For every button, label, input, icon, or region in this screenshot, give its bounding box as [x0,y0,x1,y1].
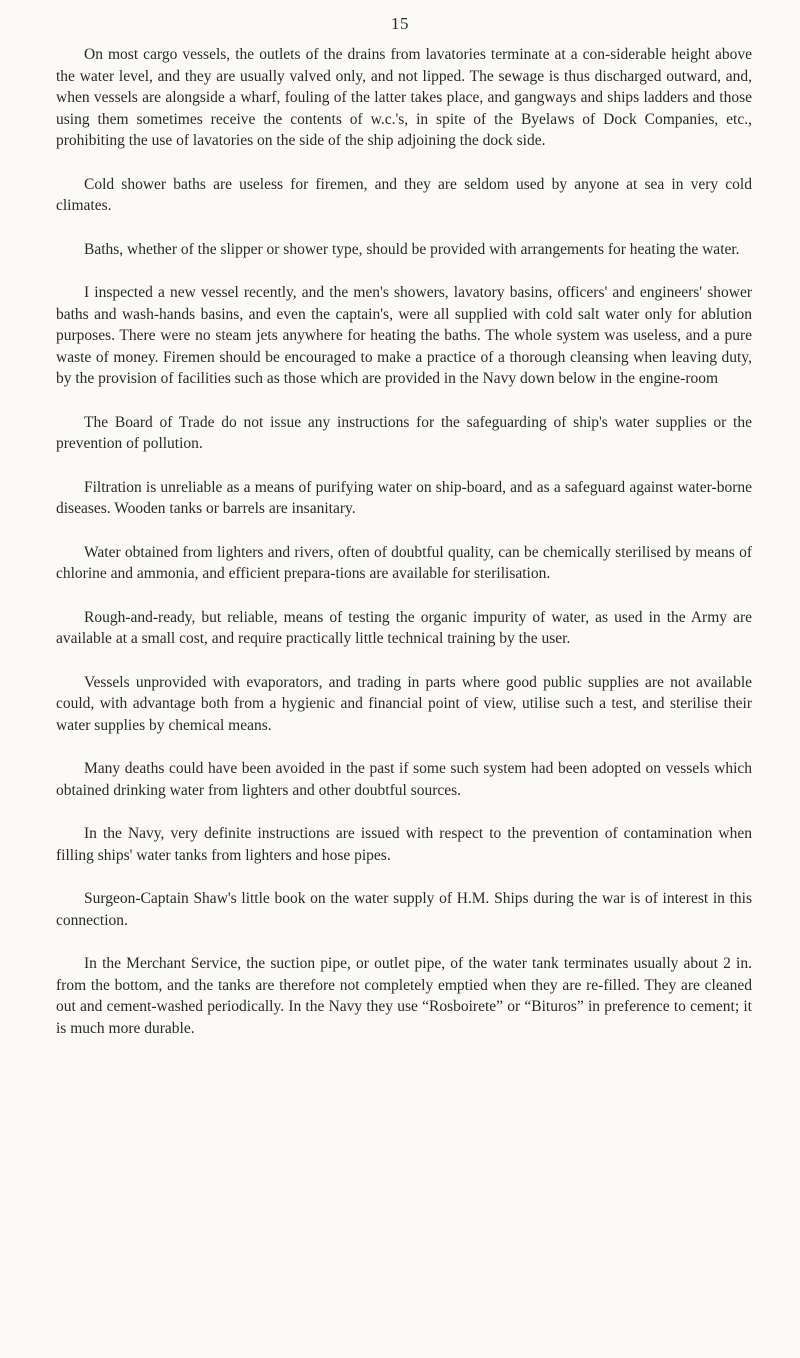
paragraph-baths-heating: Baths, whether of the slipper or shower type, should be provided with arrangements for heating the water. [84,240,740,258]
paragraph-lavatory-drains: On most cargo vessels, the outlets of the drains from lavatories terminate at a con-siderable height above the water level, and they are usually valved only, and not lipped. The sewage is thus discharged outward, and, when vessels are alongside a wharf, fouling of the latter takes place, and gangways and ships ladders and those using them sometimes receive the contents of w.c.'s, in spite of the Byelaws of Dock Companies, etc., prohibiting the use of lavatories on the side of the ship adjoining the dock side. [56,46,752,149]
paragraph-vessels-without-evaporators: Vessels unprovided with evaporators, and trading in parts where good public supplies are not available could, with advantage both from a hygienic and financial point of view, utilise such a test, and sterilise their water supplies by chemical means. [56,673,752,734]
paragraph-merchant-service-tanks: In the Merchant Service, the suction pipe, or outlet pipe, of the water tank terminates usually about 2 in. from the bottom, and the tanks are therefore not completely emptied when they are re-filled. They are cleaned out and cement-washed periodically. In the Navy they use “Rosboirete” or “Bituros” in preference to cement; it is much more durable. [56,955,752,1037]
paragraph-board-of-trade: The Board of Trade do not issue any instructions for the safeguarding of ship's water supplies or the prevention of pollution. [56,413,752,452]
paragraph-testing-organic-impurity: Rough-and-ready, but reliable, means of testing the organic impurity of water, as used in the Army are available at a small cost, and require practically little technical training by the user. [56,608,752,647]
paragraph-navy-instructions: In the Navy, very definite instructions are issued with respect to the prevention of contamination when filling ships' water tanks from lighters and hose pipes. [56,825,752,864]
paragraph-cold-shower-baths: Cold shower baths are useless for firemen, and they are seldom used by anyone at sea in very cold climates. [56,175,752,214]
paragraph-chemical-sterilisation: Water obtained from lighters and rivers, often of doubtful quality, can be chemically sterilised by means of chlorine and ammonia, and efficient prepara-tions are available for sterilisation. [56,543,752,582]
page-number: 15 [391,14,409,33]
paragraph-surgeon-captain-shaw: Surgeon-Captain Shaw's little book on the water supply of H.M. Ships during the war is of interest in this connection. [56,890,752,929]
paragraph-new-vessel-inspection: I inspected a new vessel recently, and the men's showers, lavatory basins, officers' and engineers' shower baths and wash-hands basins, and even the captain's, were all supplied with cold salt water only for ablution purposes. There were no steam jets anywhere for heating the baths. The whole system was useless, and a pure waste of money. Firemen should be encouraged to make a practice of a thorough cleansing when leaving duty, by the provision of facilities such as those which are provided in the Navy down below in the engine-room [56,284,752,387]
paragraph-filtration: Filtration is unreliable as a means of purifying water on ship-board, and as a safeguard against water-borne diseases. Wooden tanks or barrels are insanitary. [56,478,752,517]
paragraph-deaths-avoided: Many deaths could have been avoided in the past if some such system had been adopted on vessels which obtained drinking water from lighters and other doubtful sources. [56,760,752,799]
body-text [56,44,752,1061]
